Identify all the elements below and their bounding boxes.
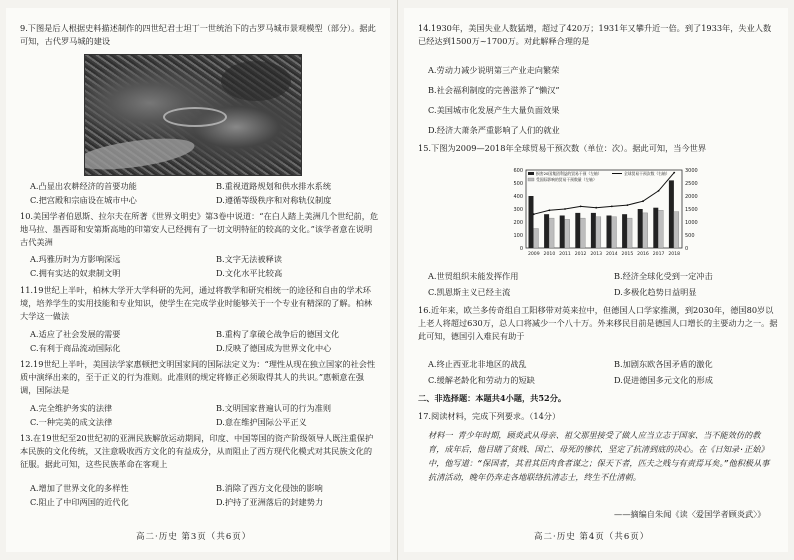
q14-stem: 14.1930年，美国失业人数猛增，超过了420万；1931年又攀升近一倍。到了1933年，失业人数已经达到1500万~1700万。对此解释合理的是 bbox=[418, 23, 772, 46]
q11-option-c[interactable]: C.有利于商品流动国际化 bbox=[30, 343, 121, 353]
trade-intervention-chart bbox=[504, 160, 704, 264]
left-axis-tick-label: 200 bbox=[513, 220, 523, 226]
x-axis-tick-label: 2012 bbox=[574, 252, 587, 257]
q16-option-a[interactable]: A.终止西亚北非地区的战乱 bbox=[428, 359, 527, 369]
bar-series-1 bbox=[638, 209, 643, 248]
right-page bbox=[404, 8, 788, 552]
q10-stem: 10.美国学者伯恩斯、拉尔夫在所著《世界文明史》第3卷中说道：“在白人踏上美洲几个世纪前，危地马拉、墨西哥和安第斯高地的印第安人已经拥有了一切文明特征的较高的文化。”该学者意在说明古代美洲 bbox=[20, 211, 379, 247]
q13-option-d[interactable]: D.护持了亚洲落后的封建势力 bbox=[216, 497, 324, 507]
q15-option-b[interactable]: B.经济全球化受到一定冲击 bbox=[614, 271, 713, 281]
bar-series-2 bbox=[643, 213, 648, 248]
bar-series-1 bbox=[653, 208, 658, 248]
q16-option-b[interactable]: B.加剧东欧各国矛盾的激化 bbox=[614, 359, 713, 369]
q12-option-c[interactable]: C.一种完美的成文法律 bbox=[30, 417, 113, 427]
x-axis-tick-label: 2009 bbox=[527, 252, 540, 257]
q11-option-a[interactable]: A.适应了社会发展的需要 bbox=[30, 329, 121, 339]
q11-stem: 11.19世纪上半叶，柏林大学开大学科研的先河，通过将教学和研究相统一的途径和自由的学术环境，培养学生的实用技能和专业知识，使学生在完成学业时能够关于一个专业有精深的了解。柏林大学这一做法 bbox=[20, 285, 373, 321]
bar-series-2 bbox=[611, 217, 616, 248]
line-point bbox=[549, 209, 551, 211]
bar-series-1 bbox=[669, 180, 674, 248]
q9-option-d[interactable]: D.遵循等级秩序和对称轨仪制度 bbox=[216, 195, 332, 205]
q15-option-d[interactable]: D.多极化趋势日益明显 bbox=[614, 287, 697, 297]
q13-option-a[interactable]: A.增加了世界文化的多样性 bbox=[30, 483, 129, 493]
line-point bbox=[580, 206, 582, 208]
q9-option-b[interactable]: B.重视道路规划和供水排水系统 bbox=[216, 181, 332, 191]
q14-option-d[interactable]: D.经济大萧条严重影响了人们的就业 bbox=[428, 125, 560, 135]
left-axis-tick-label: 300 bbox=[513, 207, 523, 213]
q13-option-b[interactable]: B.消除了西方文化侵蚀的影响 bbox=[216, 483, 323, 493]
q10-option-d[interactable]: D.文化水平比较高 bbox=[216, 268, 283, 278]
left-axis-tick-label: 100 bbox=[513, 233, 523, 239]
x-axis-tick-label: 2017 bbox=[652, 252, 665, 257]
bar-series-2 bbox=[533, 229, 538, 249]
x-axis-tick-label: 2018 bbox=[668, 252, 681, 257]
q11-option-b[interactable]: B.重构了拿破仑战争后的德国文化 bbox=[216, 329, 340, 339]
right-axis-tick-label: 3000 bbox=[685, 168, 698, 174]
bar-series-2 bbox=[596, 217, 601, 248]
bar-series-2 bbox=[565, 219, 570, 248]
q9-stem: 9.下图是后人根据史料描述制作的四世纪君士坦丁一世统治下的古罗马城市景观模型（部分）。据此可知，古代罗马城的建设 bbox=[20, 23, 376, 46]
left-page-footer: 高二·历史 第3页（共6页） bbox=[136, 532, 252, 542]
q10-option-a[interactable]: A.玛雅历时为方影响深远 bbox=[30, 254, 121, 264]
photo-river bbox=[84, 133, 196, 175]
q12-stem: 12.19世纪上半叶，美国法学家惠顿把文明国家间的国际法定义为：“理性从现在独立国家的社会性质中演绎出来的，至于正义的行为准则。此准则的规定将修正必须取得其人的共识。”惠顿意在强调，国际法是 bbox=[20, 359, 376, 395]
line-point bbox=[658, 190, 660, 192]
line-point bbox=[533, 213, 535, 215]
bar-series-1 bbox=[528, 196, 533, 248]
line-point bbox=[642, 200, 644, 202]
right-page-footer: 高二·历史 第4页（共6页） bbox=[534, 532, 650, 542]
left-axis-tick-label: 500 bbox=[513, 181, 523, 187]
q15-option-a[interactable]: A.世贸组织未能发挥作用 bbox=[428, 271, 519, 281]
right-axis-tick-label: 500 bbox=[685, 233, 695, 239]
rome-model-photo bbox=[84, 54, 302, 176]
right-axis-tick-label: 0 bbox=[685, 246, 689, 252]
legend-label-1: 损害20国集团利益的贸易干预（左轴） bbox=[536, 171, 602, 176]
left-page bbox=[6, 8, 390, 552]
left-axis-tick-label: 0 bbox=[519, 246, 523, 252]
legend-label-3: 全球贸易干预次数（右轴） bbox=[624, 171, 670, 176]
bar-series-2 bbox=[580, 218, 585, 248]
right-axis-tick-label: 2500 bbox=[685, 181, 698, 187]
q12-option-d[interactable]: D.意在维护国际公平正义 bbox=[216, 417, 307, 427]
left-axis-tick-label: 400 bbox=[513, 194, 523, 200]
legend-label-2: 受国际影响的贸易干预数量（左轴） bbox=[536, 177, 597, 182]
photo-hill bbox=[221, 61, 291, 101]
photo-circus bbox=[163, 107, 227, 127]
bar-series-2 bbox=[627, 218, 632, 248]
line-point bbox=[673, 172, 675, 174]
legend-swatch-2 bbox=[528, 178, 534, 181]
q10-option-c[interactable]: C.拥有实达的奴隶制文明 bbox=[30, 268, 121, 278]
page-divider bbox=[397, 0, 398, 560]
line-point bbox=[595, 207, 597, 209]
line-point bbox=[564, 208, 566, 210]
bar-series-1 bbox=[544, 214, 549, 248]
bar-series-1 bbox=[606, 216, 611, 249]
q14-option-c[interactable]: C.美国城市化发展产生大量负面效果 bbox=[428, 105, 560, 115]
q15-stem: 15.下图为2009—2018年全球贸易干预次数（单位：次）。据此可知，当今世界 bbox=[418, 143, 707, 153]
q17-source: ——摘编自朱闻《读〈爱国学者顾炎武〉》 bbox=[614, 509, 766, 519]
q16-stem: 16.近年来，欧兰多传奇组自工阳移带对英来拉中，但德国人口学家推测，到2030年，德国80岁以上老人将超过630万，总人口将减少一个八十万。外来移民目前是德国人口增长的主要动力之一。据此可知，德国引入难民有助于 bbox=[418, 305, 778, 341]
x-axis-tick-label: 2011 bbox=[559, 252, 571, 257]
q11-option-d[interactable]: D.反映了德国成为世界文化中心 bbox=[216, 343, 332, 353]
line-point bbox=[627, 204, 629, 206]
q9-option-a[interactable]: A.凸显出农耕经济的首要功能 bbox=[30, 181, 137, 191]
x-axis-tick-label: 2014 bbox=[605, 252, 618, 257]
x-axis-tick-label: 2010 bbox=[543, 252, 556, 257]
bar-series-1 bbox=[575, 213, 580, 248]
bar-series-2 bbox=[658, 210, 663, 248]
q14-option-a[interactable]: A.劳动力减少说明第三产业走向繁荣 bbox=[428, 65, 560, 75]
x-axis-tick-label: 2015 bbox=[621, 252, 634, 257]
section-2-heading: 二、非选择题：本题共4小题，共52分。 bbox=[418, 393, 567, 403]
line-point bbox=[611, 206, 613, 208]
q15-option-c[interactable]: C.凯恩斯主义已经主流 bbox=[428, 287, 511, 297]
bar-series-1 bbox=[560, 216, 565, 249]
q14-option-b[interactable]: B.社会福利制度的完善滋养了“懒汉” bbox=[428, 85, 560, 95]
right-axis-tick-label: 2000 bbox=[685, 194, 698, 200]
bar-series-1 bbox=[591, 213, 596, 248]
bar-series-2 bbox=[674, 212, 679, 248]
bar-series-1 bbox=[622, 214, 627, 248]
right-axis-tick-label: 1500 bbox=[685, 207, 698, 213]
right-axis-tick-label: 1000 bbox=[685, 220, 698, 226]
q13-stem: 13.在19世纪至20世纪初的亚洲民族解放运动期间，印度、中国等国的资产阶级领导人既注重保护本民族的文化传统，又注意吸收西方文化的有益成分，从而阻止了西方现代化模式对其民族文化的征服。据此可知，这些民族革命在客观上 bbox=[20, 433, 374, 469]
legend-swatch-1 bbox=[528, 172, 534, 175]
q12-option-a[interactable]: A.完全维护务实的法律 bbox=[30, 403, 113, 413]
q13-option-c[interactable]: C.阻止了中印两国的近代化 bbox=[30, 497, 129, 507]
q10-option-b[interactable]: B.文字无法被释读 bbox=[216, 254, 282, 264]
q16-option-d[interactable]: D.促进德国多元文化的形成 bbox=[614, 375, 713, 385]
x-axis-tick-label: 2013 bbox=[590, 252, 603, 257]
bar-series-2 bbox=[549, 218, 554, 248]
x-axis-tick-label: 2016 bbox=[637, 252, 649, 257]
q17-material-1: 材料一 青少年时期，顾炎武从母亲、祖父那里接受了做人应当立志于国家、当不能效仿的教育，成年后，他目睹了贫贱、国亡、母死的惨状，坚定了抗清到底的决心。在《日知录·正始》中，他写道：“保国者，其君其臣肉食者谋之；保天下者，匹夫之贱与有责焉耳矣。”他积极从事抗清活动，晚年仍奔走各地联络抗清志士，终生不仕清朝。 bbox=[428, 430, 770, 482]
q12-option-b[interactable]: B.文明国家普遍认可的行为准则 bbox=[216, 403, 332, 413]
q16-option-c[interactable]: C.缓解老龄化和劳动力的短缺 bbox=[428, 375, 535, 385]
q9-option-c[interactable]: C.把宫殿和宗庙设在城市中心 bbox=[30, 195, 137, 205]
left-axis-tick-label: 600 bbox=[513, 168, 523, 174]
q17-heading: 17.阅读材料，完成下列要求。（14分） bbox=[418, 411, 561, 421]
